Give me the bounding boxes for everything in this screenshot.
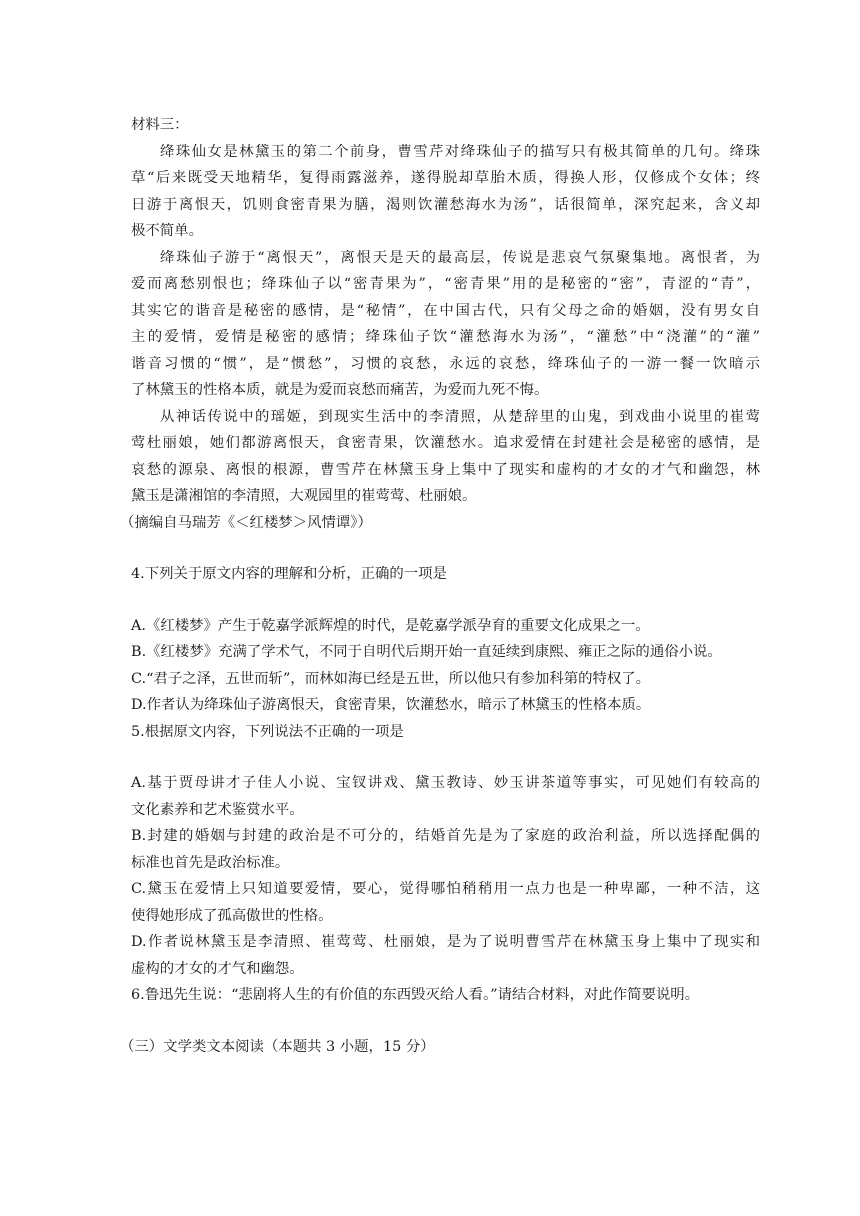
question-stem: 5.根据原文内容，下列说法不正确的一项是 — [131, 723, 404, 740]
paragraph-line: 谐音习惯的“惯”，是“惯愁”，习惯的哀愁，永远的哀愁，绛珠仙子的一游一餐一饮暗示 — [131, 355, 760, 372]
option-b-continued: 标准也首先是政治标准。 — [131, 854, 290, 871]
option-b: B.封建的婚姻与封建的政治是不可分的，结婚首先是为了家庭的政治利益，所以选择配偶的 — [131, 828, 760, 844]
paragraph-3 — [131, 404, 760, 510]
option-d: D.作者认为绛珠仙子游离恨天，食密青果，饮灌愁水，暗示了林黛玉的性格本质。 — [131, 697, 651, 713]
paragraph-line: 日游于离恨天，饥则食密青果为膳，渴则饮灌愁海水为汤”，话很简单，深究起来，含义却 — [131, 196, 760, 213]
source-citation: （摘编自马瑞芳《＜红楼梦＞风情谭》） — [120, 514, 372, 531]
question-5 — [131, 719, 760, 983]
option-c-continued: 使得她形成了孤高傲世的性格。 — [131, 907, 333, 924]
paragraph-line: 绛珠仙子游于“离恨天”，离恨天是天的最高层，传说是悲哀气氛聚集地。离恨者，为 — [160, 249, 760, 266]
paragraph-line: 从神话传说中的瑶姬，到现实生活中的李清照，从楚辞里的山鬼，到戏曲小说里的崔莺 — [160, 408, 760, 425]
paragraph-line: 极不简单。 — [131, 223, 203, 239]
question-stem: 6.鲁迅先生说：“悲剧将人生的有价值的东西毁灭给人看。”请结合材料，对此作简要说明。 — [131, 987, 700, 1003]
paragraph-line: 哀愁的源泉、离恨的根源，曹雪芹在林黛玉身上集中了现实和虚构的才女的才气和幽怨，林 — [131, 461, 760, 478]
section-heading: （三）文学类文本阅读（本题共 3 小题，15 分） — [120, 1038, 435, 1055]
paragraph-line: 莺杜丽娘，她们都游离恨天，食密青果，饮灌愁水。追求爱情在封建社会是秘密的感情，是 — [131, 435, 760, 451]
paragraph-line: 了林黛玉的性格本质，就是为爱而哀愁而痛苦，为爱而九死不悔。 — [131, 382, 549, 398]
question-4 — [131, 561, 760, 719]
option-d-continued: 虚构的才女的才气和幽怨。 — [131, 960, 304, 977]
question-stem: 4.下列关于原文内容的理解和分析，正确的一项是 — [131, 566, 447, 582]
paragraph-line: 其实它的谐音是秘密的感情，是“秘情”，在中国古代，只有父母之命的婚姻，没有男女自 — [131, 302, 760, 319]
option-a-continued: 文化素养和艺术鉴赏水平。 — [131, 801, 304, 818]
paragraph-1 — [131, 139, 760, 245]
option-b: B.《红楼梦》充满了学术气，不同于自明代后期开始一直延续到康熙、雍正之际的通俗小说。 — [131, 644, 722, 660]
paragraph-line: 主的爱情，爱情是秘密的感情；绛珠仙子饮“灌愁海水为汤”，“灌愁”中“浇灌”的“灌” — [131, 329, 760, 345]
option-c: C.“君子之泽，五世而斩”，而林如海已经是五世，所以他只有参加科第的特权了。 — [131, 670, 651, 687]
option-a: A.《红楼梦》产生于乾嘉学派辉煌的时代，是乾嘉学派孕育的重要文化成果之一。 — [131, 617, 650, 634]
paragraph-line: 爱而离愁别恨也；绛珠仙子以“密青果为”，“密青果”用的是秘密的“密”，青涩的“青”， — [131, 276, 760, 292]
material-title: 材料三： — [131, 117, 189, 133]
question-6 — [131, 982, 760, 1009]
paragraph-line: 草“后来既受天地精华，复得雨露滋养，遂得脱却草胎木质，得换人形，仅修成个女体；终 — [131, 170, 760, 186]
option-d: D.作者说林黛玉是李清照、崔莺莺、杜丽娘，是为了说明曹雪芹在林黛玉身上集中了现实和 — [131, 934, 760, 950]
paragraph-line: 黛玉是潇湘馆的李清照，大观园里的崔莺莺、杜丽娘。 — [131, 488, 477, 504]
paragraph-2 — [131, 245, 760, 404]
option-a: A.基于贾母讲才子佳人小说、宝钗讲戏、黛玉教诗、妙玉讲茶道等事实，可见她们有较高的 — [131, 775, 760, 791]
paragraph-line: 绛珠仙女是林黛玉的第二个前身，曹雪芹对绛珠仙子的描写只有极其简单的几句。绛珠 — [160, 143, 760, 160]
option-c: C.黛玉在爱情上只知道要爱情，要心，觉得哪怕稍稍用一点力也是一种卑鄙，一种不洁，这 — [131, 881, 760, 897]
